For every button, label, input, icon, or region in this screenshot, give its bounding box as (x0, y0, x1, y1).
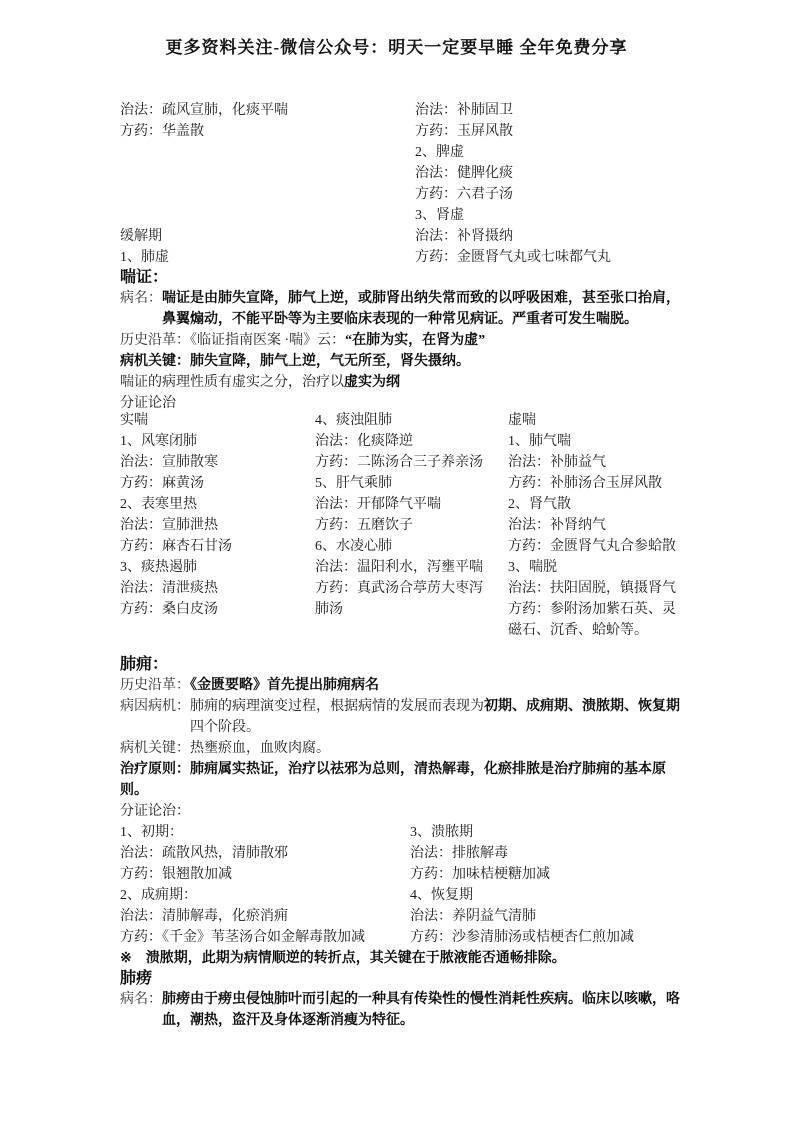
text-line: 方药：银翘散加减 (120, 867, 232, 882)
lishi-label: 历史沿革： (120, 678, 190, 693)
remission-left-column (120, 100, 415, 268)
text-line: 方药：沙参清肺汤或桔梗杏仁煎加减 (410, 930, 634, 945)
bingming-text: 肺痨由于痨虫侵蚀肺叶而引起的一种具有传染性的慢性消耗性疾病。临床以咳嗽，咯血，潮热，盗汗及身体逐渐消瘦为特征。 (162, 992, 680, 1028)
text-line: 治法：清泄痰热 (120, 581, 218, 596)
text-line: 方药：补肺汤合玉屏风散 (508, 476, 662, 491)
bingyin-label: 病因病机： (120, 699, 190, 714)
xingzhi-bold: 虚实为纲 (344, 375, 400, 390)
shichuan-column (120, 410, 315, 641)
feiyong-bingyin-para (120, 696, 681, 738)
text-line: 治法：温阳利水，泻壅平喘 (315, 560, 483, 575)
text-line (120, 163, 415, 184)
feiyong-fenzheng-label: 分证论治： (120, 804, 190, 819)
watermark-header: 更多资料关注-微信公众号：明天一定要早睡 全年免费分享 (165, 38, 628, 57)
text-line: 方药：华盖散 (120, 124, 204, 139)
text-line: 2、成痈期： (120, 888, 197, 903)
feilao-bingming-para (120, 989, 681, 1031)
text-line (120, 205, 415, 226)
feiyong-right-column (410, 822, 681, 948)
text-line: 虚喘 (508, 413, 536, 428)
feiyong-treatment-columns (120, 822, 681, 948)
chuanzheng-treatment-columns (120, 410, 681, 641)
feiyong-lishi-line (120, 675, 681, 696)
text-line: 治法：宣肺泄热 (120, 518, 218, 533)
heading-chuanzheng: 喘证： (120, 269, 169, 286)
bingyin-bold: 初期、成痈期、溃脓期、恢复期 (484, 699, 680, 714)
text-line: 治法：补肾摄纳 (415, 229, 513, 244)
text-line: 方药：金匮肾气丸合参蛤散 (508, 539, 676, 554)
text-line: 治法：补肾纳气 (508, 518, 606, 533)
text-line: 肺汤 (315, 602, 343, 617)
text-line: 4、恢复期 (410, 888, 473, 903)
text-line: 缓解期 (120, 229, 162, 244)
text-line: 治法：疏风宣肺，化痰平喘 (120, 103, 288, 118)
text-line: 方药：桑白皮汤 (120, 602, 218, 617)
text-line: 方药：五磨饮子 (315, 518, 413, 533)
text-line: 方药：二陈汤合三子养亲汤 (315, 455, 483, 470)
feiyong-zhiliao-line: 治疗原则：肺痈属实热证，治疗以祛邪为总则，清热解毒，化瘀排脓是治疗肺痈的基本原则。 (120, 762, 666, 798)
lishi-source: 《临证指南医案 ·喘》云： (190, 333, 346, 348)
note-text: 溃脓期，此期为病情顺逆的转折点，其关键在于脓液能否通畅排除。 (145, 951, 566, 966)
text-line: 1、肺虚 (120, 250, 169, 265)
bingji-text: 热壅瘀血，血败肉腐。 (190, 741, 330, 756)
text-line: 治法：疏散风热，清肺散邪 (120, 846, 288, 861)
text-line: 1、肺气喘 (508, 434, 571, 449)
text-line: 治法：排脓解毒 (410, 846, 508, 861)
text-line: 3、肾虚 (415, 208, 464, 223)
heading-feilao: 肺痨 (120, 970, 153, 987)
text-line: 方药：参附汤加紫石英、灵 (508, 602, 676, 617)
chuanzheng-fenzheng-label: 分证论治 (120, 396, 176, 411)
text-line: 3、喘脱 (508, 560, 557, 575)
text-line: 方药：麻杏石甘汤 (120, 539, 232, 554)
remission-section (120, 100, 681, 268)
text-line (120, 142, 415, 163)
text-line: 治法：扶阳固脱，镇摄肾气 (508, 581, 676, 596)
text-line: 2、脾虚 (415, 145, 464, 160)
lishi-quote: “在肺为实，在肾为虚” (345, 333, 486, 348)
text-line: 实喘 (120, 413, 148, 428)
remission-right-column (415, 100, 681, 268)
text-line: 6、水凌心肺 (315, 539, 392, 554)
text-line: 1、初期： (120, 825, 183, 840)
text-line: 方药：《千金》苇茎汤合如金解毒散加减 (120, 930, 365, 945)
feiyong-bingji-line (120, 738, 681, 759)
text-line: 方药：加味桔梗糖加减 (410, 867, 550, 882)
bingyin-post: 四个阶段。 (190, 720, 260, 735)
text-line: 磁石、沉香、蛤蚧等。 (508, 623, 648, 638)
lishi-bold: 《金匮要略》首先提出肺痈病名 (190, 678, 379, 693)
text-line: 方药：真武汤合葶苈大枣泻 (315, 581, 483, 596)
text-line: 方药：金匮肾气丸或七味都气丸 (415, 250, 611, 265)
text-line: 治法：清肺解毒，化瘀消痈 (120, 909, 288, 924)
middle-column (315, 410, 508, 641)
text-line: 2、表寒里热 (120, 497, 197, 512)
text-line: 治法：健脾化痰 (415, 166, 513, 181)
reference-mark-icon: ※ (120, 951, 132, 966)
text-line: 治法：养阴益气清肺 (410, 909, 536, 924)
text-line: 2、肾气散 (508, 497, 571, 512)
text-line: 方药：麻黄汤 (120, 476, 204, 491)
text-line (120, 184, 415, 205)
bingji-label: 病机关键： (120, 741, 190, 756)
text-line: 方药：六君子汤 (415, 187, 513, 202)
xingzhi-text: 喘证的病理性质有虚实之分，治疗以 (120, 375, 344, 390)
feiyong-note-line (120, 948, 681, 969)
xuchuan-column (508, 410, 681, 641)
heading-feiyong: 肺痈： (120, 656, 169, 673)
bingming-label: 病名： (120, 291, 162, 306)
text-line: 治法：补肺固卫 (415, 103, 513, 118)
text-line: 治法：补肺益气 (508, 455, 606, 470)
chuanzheng-xingzhi-line (120, 372, 681, 393)
text-line: 方药：玉屏风散 (415, 124, 513, 139)
lishi-label: 历史沿革： (120, 333, 190, 348)
text-line: 3、痰热遏肺 (120, 560, 197, 575)
chuanzheng-bingji-line: 病机关键：肺失宣降，肺气上逆，气无所至，肾失摄纳。 (120, 354, 470, 369)
text-line: 5、肝气乘肺 (315, 476, 392, 491)
chuanzheng-lishi-line (120, 330, 681, 351)
bingyin-text: 肺痈的病理演变过程，根据病情的发展而表现为 (190, 699, 484, 714)
text-line: 治法：化痰降逆 (315, 434, 413, 449)
text-line: 治法：宣肺散寒 (120, 455, 218, 470)
text-line: 4、痰浊阻肺 (315, 413, 392, 428)
feiyong-left-column (120, 822, 410, 948)
bingming-label: 病名： (120, 992, 162, 1007)
text-line: 治法：开郁降气平喘 (315, 497, 441, 512)
text-line: 3、溃脓期 (410, 825, 473, 840)
chuanzheng-bingming-para (120, 288, 681, 330)
text-line: 1、风寒闭肺 (120, 434, 197, 449)
bingming-text: 喘证是由肺失宣降，肺气上逆，或肺肾出纳失常而致的以呼吸困难，甚至张口抬肩，鼻翼煽动，不能平卧等为主要临床表现的一种常见病证。严重者可发生喘脱。 (162, 291, 680, 327)
